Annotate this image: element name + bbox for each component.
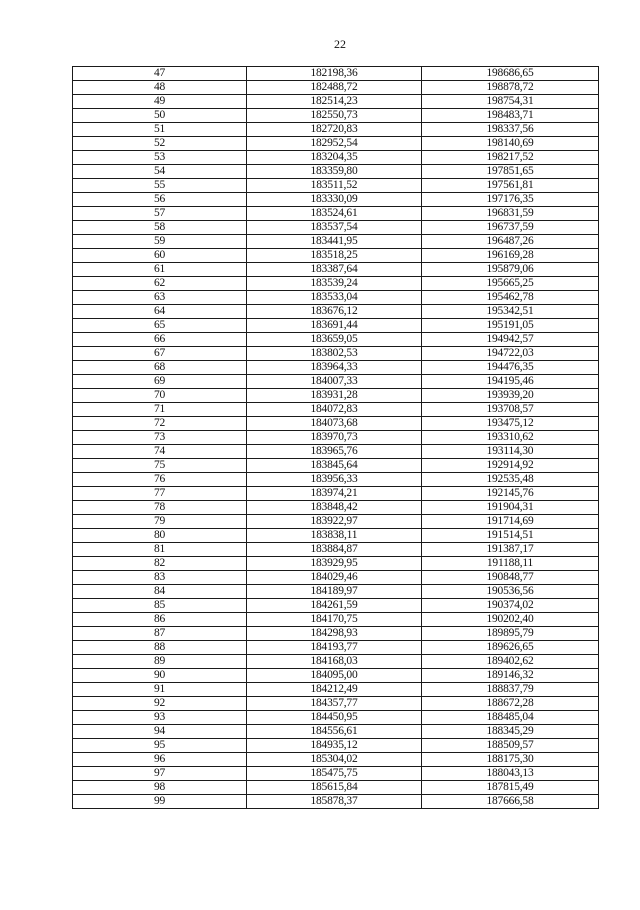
x-coordinate-cell: 185304,02	[247, 753, 422, 767]
table-row	[73, 585, 599, 599]
y-coordinate-cell: 188345,29	[422, 725, 599, 739]
table-row	[73, 319, 599, 333]
y-coordinate-cell: 187815,49	[422, 781, 599, 795]
y-coordinate-cell: 188672,28	[422, 697, 599, 711]
point-number-cell: 84	[73, 585, 247, 599]
x-coordinate-cell: 183838,11	[247, 529, 422, 543]
x-coordinate-cell: 184556,61	[247, 725, 422, 739]
y-coordinate-cell: 198754,31	[422, 95, 599, 109]
table-row	[73, 613, 599, 627]
x-coordinate-cell: 184095,00	[247, 669, 422, 683]
x-coordinate-cell: 184450,95	[247, 711, 422, 725]
y-coordinate-cell: 195879,06	[422, 263, 599, 277]
table-row	[73, 417, 599, 431]
y-coordinate-cell: 194942,57	[422, 333, 599, 347]
point-number-cell: 92	[73, 697, 247, 711]
x-coordinate-cell: 183524,61	[247, 207, 422, 221]
y-coordinate-cell: 190848,77	[422, 571, 599, 585]
table-row	[73, 305, 599, 319]
point-number-cell: 52	[73, 137, 247, 151]
x-coordinate-cell: 184193,77	[247, 641, 422, 655]
point-number-cell: 48	[73, 81, 247, 95]
point-number-cell: 94	[73, 725, 247, 739]
point-number-cell: 73	[73, 431, 247, 445]
point-number-cell: 69	[73, 375, 247, 389]
y-coordinate-cell: 191387,17	[422, 543, 599, 557]
table-row	[73, 123, 599, 137]
table-row	[73, 375, 599, 389]
y-coordinate-cell: 196169,28	[422, 249, 599, 263]
y-coordinate-cell: 193708,57	[422, 403, 599, 417]
point-number-cell: 85	[73, 599, 247, 613]
x-coordinate-cell: 184212,49	[247, 683, 422, 697]
x-coordinate-cell: 183931,28	[247, 389, 422, 403]
y-coordinate-cell: 193939,20	[422, 389, 599, 403]
point-number-cell: 77	[73, 487, 247, 501]
table-row	[73, 711, 599, 725]
point-number-cell: 70	[73, 389, 247, 403]
point-number-cell: 87	[73, 627, 247, 641]
table-row	[73, 207, 599, 221]
table-row	[73, 529, 599, 543]
point-number-cell: 59	[73, 235, 247, 249]
table-row	[73, 67, 599, 81]
table-row	[73, 109, 599, 123]
table-row	[73, 627, 599, 641]
x-coordinate-cell: 183518,25	[247, 249, 422, 263]
point-number-cell: 51	[73, 123, 247, 137]
x-coordinate-cell: 184073,68	[247, 417, 422, 431]
point-number-cell: 47	[73, 67, 247, 81]
table-row	[73, 459, 599, 473]
coordinates-table-body	[73, 67, 599, 809]
table-row	[73, 361, 599, 375]
point-number-cell: 57	[73, 207, 247, 221]
table-row	[73, 501, 599, 515]
x-coordinate-cell: 183659,05	[247, 333, 422, 347]
x-coordinate-cell: 183929,95	[247, 557, 422, 571]
x-coordinate-cell: 183359,80	[247, 165, 422, 179]
table-row	[73, 571, 599, 585]
table-row	[73, 277, 599, 291]
y-coordinate-cell: 194722,03	[422, 347, 599, 361]
x-coordinate-cell: 184170,75	[247, 613, 422, 627]
x-coordinate-cell: 183802,53	[247, 347, 422, 361]
table-row	[73, 683, 599, 697]
coordinates-table	[72, 66, 599, 809]
table-row	[73, 739, 599, 753]
x-coordinate-cell: 183511,52	[247, 179, 422, 193]
point-number-cell: 95	[73, 739, 247, 753]
point-number-cell: 67	[73, 347, 247, 361]
table-row	[73, 445, 599, 459]
y-coordinate-cell: 193310,62	[422, 431, 599, 445]
point-number-cell: 49	[73, 95, 247, 109]
y-coordinate-cell: 191714,69	[422, 515, 599, 529]
point-number-cell: 50	[73, 109, 247, 123]
point-number-cell: 79	[73, 515, 247, 529]
point-number-cell: 61	[73, 263, 247, 277]
point-number-cell: 56	[73, 193, 247, 207]
table-row	[73, 221, 599, 235]
point-number-cell: 98	[73, 781, 247, 795]
y-coordinate-cell: 198337,56	[422, 123, 599, 137]
table-row	[73, 193, 599, 207]
point-number-cell: 97	[73, 767, 247, 781]
point-number-cell: 89	[73, 655, 247, 669]
point-number-cell: 68	[73, 361, 247, 375]
point-number-cell: 71	[73, 403, 247, 417]
table-row	[73, 95, 599, 109]
point-number-cell: 62	[73, 277, 247, 291]
x-coordinate-cell: 183691,44	[247, 319, 422, 333]
y-coordinate-cell: 198140,69	[422, 137, 599, 151]
x-coordinate-cell: 183970,73	[247, 431, 422, 445]
y-coordinate-cell: 190536,56	[422, 585, 599, 599]
y-coordinate-cell: 193114,30	[422, 445, 599, 459]
x-coordinate-cell: 182488,72	[247, 81, 422, 95]
table-row	[73, 599, 599, 613]
y-coordinate-cell: 190202,40	[422, 613, 599, 627]
table-row	[73, 753, 599, 767]
table-row	[73, 515, 599, 529]
point-number-cell: 86	[73, 613, 247, 627]
y-coordinate-cell: 194195,46	[422, 375, 599, 389]
x-coordinate-cell: 183848,42	[247, 501, 422, 515]
x-coordinate-cell: 182550,73	[247, 109, 422, 123]
y-coordinate-cell: 189402,62	[422, 655, 599, 669]
x-coordinate-cell: 185475,75	[247, 767, 422, 781]
point-number-cell: 83	[73, 571, 247, 585]
point-number-cell: 63	[73, 291, 247, 305]
table-row	[73, 137, 599, 151]
x-coordinate-cell: 183533,04	[247, 291, 422, 305]
y-coordinate-cell: 193475,12	[422, 417, 599, 431]
point-number-cell: 99	[73, 795, 247, 809]
table-row	[73, 431, 599, 445]
y-coordinate-cell: 197851,65	[422, 165, 599, 179]
y-coordinate-cell: 196831,59	[422, 207, 599, 221]
x-coordinate-cell: 183974,21	[247, 487, 422, 501]
point-number-cell: 75	[73, 459, 247, 473]
x-coordinate-cell: 183956,33	[247, 473, 422, 487]
x-coordinate-cell: 185615,84	[247, 781, 422, 795]
table-row	[73, 81, 599, 95]
x-coordinate-cell: 183441,95	[247, 235, 422, 249]
table-row	[73, 165, 599, 179]
y-coordinate-cell: 189895,79	[422, 627, 599, 641]
x-coordinate-cell: 184007,33	[247, 375, 422, 389]
y-coordinate-cell: 195191,05	[422, 319, 599, 333]
y-coordinate-cell: 198483,71	[422, 109, 599, 123]
point-number-cell: 90	[73, 669, 247, 683]
point-number-cell: 91	[73, 683, 247, 697]
y-coordinate-cell: 188175,30	[422, 753, 599, 767]
x-coordinate-cell: 183922,97	[247, 515, 422, 529]
table-row	[73, 347, 599, 361]
x-coordinate-cell: 183884,87	[247, 543, 422, 557]
x-coordinate-cell: 184261,59	[247, 599, 422, 613]
table-row	[73, 151, 599, 165]
point-number-cell: 53	[73, 151, 247, 165]
x-coordinate-cell: 185878,37	[247, 795, 422, 809]
y-coordinate-cell: 188485,04	[422, 711, 599, 725]
x-coordinate-cell: 184168,03	[247, 655, 422, 669]
x-coordinate-cell: 183965,76	[247, 445, 422, 459]
point-number-cell: 60	[73, 249, 247, 263]
point-number-cell: 58	[73, 221, 247, 235]
x-coordinate-cell: 184189,97	[247, 585, 422, 599]
y-coordinate-cell: 196737,59	[422, 221, 599, 235]
table-row	[73, 249, 599, 263]
page-number: 22	[334, 37, 346, 51]
table-row	[73, 557, 599, 571]
y-coordinate-cell: 196487,26	[422, 235, 599, 249]
x-coordinate-cell: 184357,77	[247, 697, 422, 711]
point-number-cell: 96	[73, 753, 247, 767]
table-row	[73, 263, 599, 277]
y-coordinate-cell: 194476,35	[422, 361, 599, 375]
table-row	[73, 781, 599, 795]
y-coordinate-cell: 188509,57	[422, 739, 599, 753]
table-row	[73, 641, 599, 655]
y-coordinate-cell: 197176,35	[422, 193, 599, 207]
y-coordinate-cell: 191514,51	[422, 529, 599, 543]
y-coordinate-cell: 197561,81	[422, 179, 599, 193]
point-number-cell: 80	[73, 529, 247, 543]
x-coordinate-cell: 183387,64	[247, 263, 422, 277]
table-row	[73, 179, 599, 193]
point-number-cell: 78	[73, 501, 247, 515]
table-row	[73, 473, 599, 487]
x-coordinate-cell: 184935,12	[247, 739, 422, 753]
table-row	[73, 669, 599, 683]
table-row	[73, 725, 599, 739]
table-row	[73, 767, 599, 781]
point-number-cell: 76	[73, 473, 247, 487]
point-number-cell: 65	[73, 319, 247, 333]
table-row	[73, 291, 599, 305]
table-row	[73, 795, 599, 809]
point-number-cell: 93	[73, 711, 247, 725]
point-number-cell: 88	[73, 641, 247, 655]
point-number-cell: 66	[73, 333, 247, 347]
x-coordinate-cell: 184298,93	[247, 627, 422, 641]
x-coordinate-cell: 182952,54	[247, 137, 422, 151]
y-coordinate-cell: 189146,32	[422, 669, 599, 683]
y-coordinate-cell: 195342,51	[422, 305, 599, 319]
y-coordinate-cell: 195665,25	[422, 277, 599, 291]
table-row	[73, 403, 599, 417]
y-coordinate-cell: 188837,79	[422, 683, 599, 697]
y-coordinate-cell: 192535,48	[422, 473, 599, 487]
x-coordinate-cell: 183537,54	[247, 221, 422, 235]
y-coordinate-cell: 198686,65	[422, 67, 599, 81]
x-coordinate-cell: 183330,09	[247, 193, 422, 207]
y-coordinate-cell: 188043,13	[422, 767, 599, 781]
x-coordinate-cell: 184029,46	[247, 571, 422, 585]
y-coordinate-cell: 191904,31	[422, 501, 599, 515]
y-coordinate-cell: 191188,11	[422, 557, 599, 571]
table-row	[73, 543, 599, 557]
table-row	[73, 697, 599, 711]
point-number-cell: 72	[73, 417, 247, 431]
y-coordinate-cell: 192914,92	[422, 459, 599, 473]
y-coordinate-cell: 192145,76	[422, 487, 599, 501]
table-row	[73, 235, 599, 249]
point-number-cell: 82	[73, 557, 247, 571]
x-coordinate-cell: 183964,33	[247, 361, 422, 375]
point-number-cell: 54	[73, 165, 247, 179]
table-row	[73, 389, 599, 403]
y-coordinate-cell: 198878,72	[422, 81, 599, 95]
y-coordinate-cell: 190374,02	[422, 599, 599, 613]
y-coordinate-cell: 187666,58	[422, 795, 599, 809]
x-coordinate-cell: 183539,24	[247, 277, 422, 291]
point-number-cell: 64	[73, 305, 247, 319]
x-coordinate-cell: 182720,83	[247, 123, 422, 137]
y-coordinate-cell: 189626,65	[422, 641, 599, 655]
x-coordinate-cell: 183845,64	[247, 459, 422, 473]
x-coordinate-cell: 183204,35	[247, 151, 422, 165]
table-row	[73, 655, 599, 669]
x-coordinate-cell: 182198,36	[247, 67, 422, 81]
x-coordinate-cell: 184072,83	[247, 403, 422, 417]
point-number-cell: 55	[73, 179, 247, 193]
table-row	[73, 487, 599, 501]
x-coordinate-cell: 183676,12	[247, 305, 422, 319]
y-coordinate-cell: 195462,78	[422, 291, 599, 305]
y-coordinate-cell: 198217,52	[422, 151, 599, 165]
point-number-cell: 81	[73, 543, 247, 557]
x-coordinate-cell: 182514,23	[247, 95, 422, 109]
point-number-cell: 74	[73, 445, 247, 459]
table-row	[73, 333, 599, 347]
